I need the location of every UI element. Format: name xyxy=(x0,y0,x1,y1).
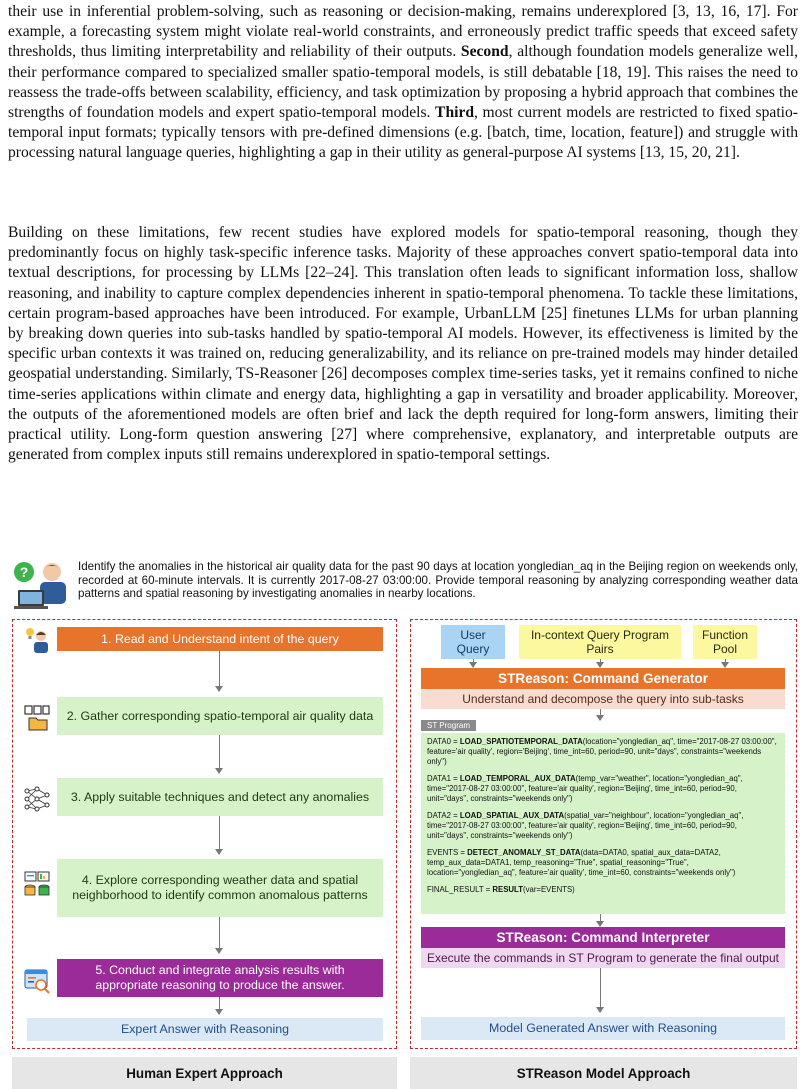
program-line: EVENTS = DETECT_ANOMALY_ST_DATA(data=DATA0, spatial_aux_data=DATA2, temp_aux_data=DATA1, temp_reasoning="True", spatial_reasoning="True", location="yongledian_aq", feature='air quality', time_int=60, constraints="weekends only") xyxy=(427,848,736,877)
data-folder-icon xyxy=(23,704,51,732)
st-program-tab: ST Program xyxy=(421,720,476,731)
person-idea-icon xyxy=(23,626,51,654)
input-function-pool: Function Pool xyxy=(693,625,757,659)
arrow-down xyxy=(473,659,474,667)
human-step-5: 5. Conduct and integrate analysis results with appropriate reasoning to produce the answer. xyxy=(57,959,383,997)
arrow-down xyxy=(219,651,220,691)
paragraph-1 xyxy=(8,2,798,164)
svg-text:?: ? xyxy=(19,564,29,580)
para1-text-a: their use in inferential problem-solving, such as reasoning or decision-making, remains underexplored [3, 13, 16, 17]. For example, a forecasting system might violate real-world constraints, and erroneously predict traffic speeds that exceed safety thresholds, thus limiting interpretability and reliability of their outputs. xyxy=(8,3,798,61)
human-step-1: 1. Read and Understand intent of the query xyxy=(57,627,383,651)
arrow-down xyxy=(219,997,220,1014)
human-expert-panel xyxy=(12,619,397,1049)
input-query-program-pairs: In-context Query Program Pairs xyxy=(519,625,681,659)
user-question-icon xyxy=(12,560,74,612)
query-text: Identify the anomalies in the historical air quality data for the past 90 days at location yongledian_aq in the Beijing region on weekends only, recorded at 60-minute intervals. It is currently 2017-08-27 03:00:00. Provide temporal reasoning by analyzing corresponding weather data patterns and spatial reasoning by investigating anomalies in nearby locations. xyxy=(78,560,798,601)
para1-text-c: , most current models are restricted to fixed spatio-temporal input formats; typically tensors with pre-defined dimensions (e.g. [batch, time, location, feature]) and struggle with processing natural language queries, highlighting a gap in their utility as general-purpose AI systems [13, 15, 20, 21]. xyxy=(8,104,798,162)
command-interpreter-header: STReason: Command Interpreter xyxy=(421,927,785,948)
arrow-down xyxy=(219,816,220,854)
para1-bold-third: Third xyxy=(435,104,475,122)
st-program-code xyxy=(421,733,785,914)
neural-network-icon xyxy=(23,785,51,813)
arrow-down xyxy=(600,659,601,667)
model-answer-box: Model Generated Answer with Reasoning xyxy=(421,1017,785,1040)
arrow-down xyxy=(219,735,220,773)
program-line: FINAL_RESULT = RESULT(var=EVENTS) xyxy=(427,885,575,894)
program-line: DATA1 = LOAD_TEMPORAL_AUX_DATA(temp_var="weather", location="yongledian_aq", time="2017-08-27 03:00:00", feature='air quality', region='Beijing', time_int=60, period=90, unit="days", constraints="weekends only") xyxy=(427,774,743,803)
arrow-down xyxy=(725,659,726,667)
arrow-down xyxy=(600,914,601,926)
command-generator-header: STReason: Command Generator xyxy=(421,668,785,689)
input-user-query: User Query xyxy=(441,625,505,659)
streason-model-panel xyxy=(410,619,797,1049)
caption-human-expert: Human Expert Approach xyxy=(12,1057,397,1089)
command-generator-description: Understand and decompose the query into sub-tasks xyxy=(421,689,785,709)
human-step-3: 3. Apply suitable techniques and detect any anomalies xyxy=(57,778,383,816)
program-line: DATA2 = LOAD_SPATIAL_AUX_DATA(spatial_var="neighbour", location="yongledian_aq", time="2017-08-27 03:00:00", feature='air quality', region='Beijing', time_int=60, period=90, unit="days", constraints="weekends only") xyxy=(427,811,744,840)
command-interpreter-description: Execute the commands in ST Program to generate the final output xyxy=(421,948,785,968)
analysis-database-icon xyxy=(23,870,51,898)
paragraph-2: Building on these limitations, few recent studies have explored models for spatio-temporal reasoning, though they predominantly focus on highly task-specific inference tasks. Majority of these approaches convert spatio-temporal data into textual descriptions, for processing by LLMs [22–24]. This translation often leads to significant information loss, shallow reasoning, and inability to capture complex dependencies inherent in spatio-temporal phenomena. To tackle these limitations, certain program-based approaches have been introduced. For example, UrbanLLM [25] finetunes LLMs for urban planning by breaking down queries into sub-tasks handled by spatio-temporal AI models. However, its effectiveness is limited by the specific urban contexts it was trained on, reducing generalizability, and its reliance on pre-trained models may hinder detailed geospatial understanding. Similarly, TS-Reasoner [26] decomposes complex time-series tasks, yet it remains confined to niche time-series applications within climate and energy data, highlighting a gap in versatility and broader applicability. Moreover, the outputs of the aforementioned models are often brief and lack the depth required for long-form answers, limiting their practical utility. Long-form question answering [27] where comprehensive, explanatory, and interpretable outputs are generated from complex inputs still remains underexplored in spatio-temporal settings. xyxy=(8,224,798,464)
arrow-down xyxy=(600,709,601,720)
program-line: DATA0 = LOAD_SPATIOTEMPORAL_DATA(location="yongledian_aq", time="2017-08-27 03:00:00", feature='air quality', region='Beijing', time_int=60, period=90, unit="days", constraints="weekends only") xyxy=(427,737,777,766)
figure xyxy=(0,560,808,1089)
caption-streason-model: STReason Model Approach xyxy=(410,1057,797,1089)
para1-bold-second: Second xyxy=(460,43,509,61)
human-step-4: 4. Explore corresponding weather data and spatial neighborhood to identify common anomalous patterns xyxy=(57,859,383,917)
arrow-down xyxy=(219,917,220,953)
human-step-2: 2. Gather corresponding spatio-temporal air quality data xyxy=(57,697,383,735)
report-magnifier-icon xyxy=(23,968,51,996)
expert-answer-box: Expert Answer with Reasoning xyxy=(27,1018,383,1041)
arrow-down xyxy=(600,968,601,1012)
para1-text-b: , although foundation models generalize well, their performance compared to specialized smaller spatio-temporal models, is still debatable [18, 19]. This raises the need to reassess the trade-offs between scalability, efficiency, and task optimization by proposing a hybrid approach that combines the strengths of foundation models and expert spatio-temporal models. xyxy=(8,43,798,122)
